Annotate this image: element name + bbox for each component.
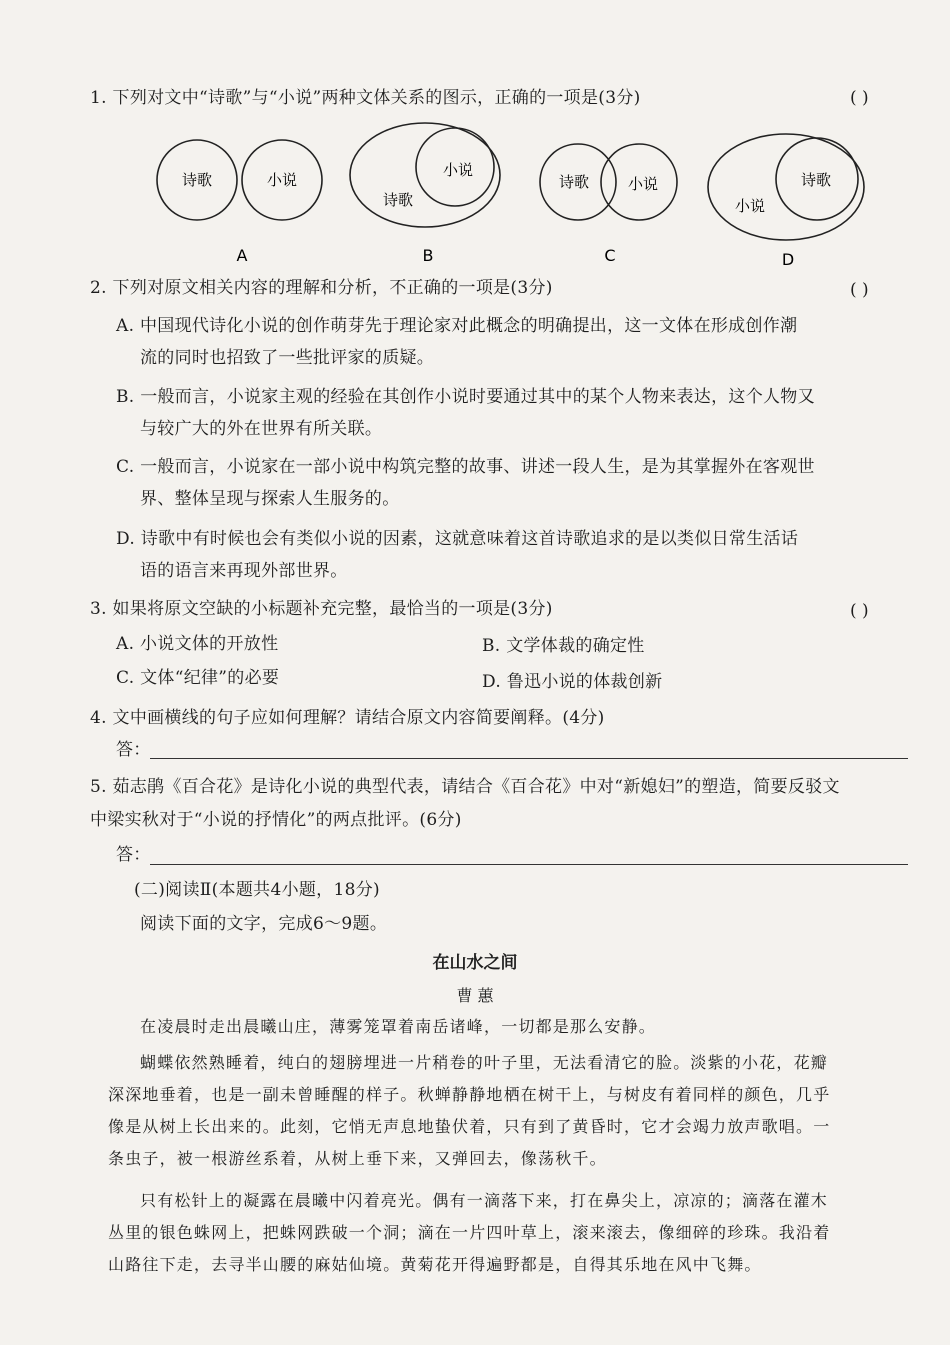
diagram-c bbox=[540, 144, 677, 265]
q2-option-c-line2: 界、整体呈现与探索人生服务的。 bbox=[140, 489, 400, 509]
article-title: 在山水之间 bbox=[432, 953, 518, 973]
q2-option-c-line1: C. 一般而言，小说家在一部小说中构筑完整的故事、讲述一段人生，是为其掌握外在客观世 bbox=[116, 457, 815, 477]
q2-option-d-line2: 语的语言来再现外部世界。 bbox=[140, 561, 348, 581]
q2-option-b-line1: B. 一般而言，小说家主观的经验在其创作小说时要通过其中的某个人物来表达，这个人物又 bbox=[116, 387, 815, 407]
diagram-b-label-2: 诗歌 bbox=[382, 191, 414, 209]
q5-answer-line[interactable] bbox=[150, 864, 908, 865]
q3-option-d: D. 鲁迅小说的体裁创新 bbox=[482, 672, 663, 692]
paragraph-2-line2: 深深地垂着，也是一副未曾睡醒的样子。秋蝉静静地栖在树干上，与树皮有着同样的颜色，几乎 bbox=[108, 1085, 831, 1104]
question-4: 4. 文中画横线的句子应如何理解？请结合原文内容简要阐释。(4分) bbox=[90, 708, 605, 728]
section-instruction: 阅读下面的文字，完成6～9题。 bbox=[140, 914, 388, 934]
q2-option-b-line2: 与较广大的外在世界有所关联。 bbox=[140, 419, 383, 439]
diagram-c-label-2: 小说 bbox=[627, 175, 659, 193]
answer-paren-2: ( ) bbox=[850, 280, 869, 300]
diagram-c-letter: C bbox=[604, 246, 616, 265]
diagram-a-letter: A bbox=[236, 246, 248, 265]
question-5-line1: 5. 茹志鹃《百合花》是诗化小说的典型代表，请结合《百合花》中对“新媳妇”的塑造，简要反驳文 bbox=[90, 777, 840, 797]
diagram-d-label-1: 诗歌 bbox=[800, 171, 832, 189]
q3-option-c: C. 文体“纪律”的必要 bbox=[116, 668, 280, 688]
diagram-c-label-1: 诗歌 bbox=[558, 173, 590, 191]
q5-answer-label: 答： bbox=[116, 845, 151, 865]
paragraph-1: 在凌晨时走出晨曦山庄，薄雾笼罩着南岳诸峰，一切都是那么安静。 bbox=[140, 1017, 657, 1036]
q2-option-a-line1: A. 中国现代诗化小说的创作萌芽先于理论家对此概念的明确提出，这一文体在形成创作潮 bbox=[116, 316, 798, 336]
diagram-b bbox=[350, 123, 500, 265]
answer-paren-1: ( ) bbox=[850, 88, 869, 108]
diagram-b-letter: B bbox=[422, 246, 434, 265]
q2-option-d-line1: D. 诗歌中有时候也会有类似小说的因素，这就意味着这首诗歌追求的是以类似日常生活话 bbox=[116, 529, 799, 549]
venn-diagrams bbox=[0, 115, 950, 275]
question-5-line2: 中梁实秋对于“小说的抒情化”的两点批评。(6分) bbox=[90, 810, 462, 830]
diagram-b-label-1: 小说 bbox=[442, 161, 474, 179]
diagram-a bbox=[157, 140, 322, 265]
paragraph-2-line4: 条虫子，被一根游丝系着，从树上垂下来，又弹回去，像荡秋千。 bbox=[108, 1149, 607, 1168]
q3-option-a: A. 小说文体的开放性 bbox=[116, 634, 279, 654]
q2-option-a-line2: 流的同时也招致了一些批评家的质疑。 bbox=[140, 348, 435, 368]
article-author: 曹 蕙 bbox=[456, 986, 494, 1005]
diagram-a-label-1: 诗歌 bbox=[181, 171, 213, 189]
diagram-a-label-2: 小说 bbox=[266, 171, 298, 189]
paragraph-3-line1: 只有松针上的凝露在晨曦中闪着亮光。偶有一滴落下来，打在鼻尖上，凉凉的；滴落在灌木 bbox=[140, 1191, 829, 1210]
question-1: 1. 下列对文中“诗歌”与“小说”两种文体关系的图示，正确的一项是(3分) bbox=[90, 88, 641, 108]
diagram-d bbox=[708, 134, 864, 269]
paragraph-3-line2: 丛里的银色蛛网上，把蛛网跌破一个洞；滴在一片四叶草上，滚来滚去，像细碎的珍珠。我沿着 bbox=[108, 1223, 831, 1242]
paragraph-2-line3: 像是从树上长出来的。此刻，它悄无声息地蛰伏着，只有到了黄昏时，它才会竭力放声歌唱。一 bbox=[108, 1117, 831, 1136]
q3-option-b: B. 文学体裁的确定性 bbox=[482, 636, 645, 656]
q4-answer-label: 答： bbox=[116, 740, 151, 760]
question-3: 3. 如果将原文空缺的小标题补充完整，最恰当的一项是(3分) bbox=[90, 599, 553, 619]
paragraph-2-line1: 蝴蝶依然熟睡着，纯白的翅膀埋进一片稍卷的叶子里，无法看清它的脸。淡紫的小花，花瓣 bbox=[140, 1053, 829, 1072]
answer-paren-3: ( ) bbox=[850, 601, 869, 621]
question-2: 2. 下列对原文相关内容的理解和分析，不正确的一项是(3分) bbox=[90, 278, 553, 298]
paragraph-3-line3: 山路往下走，去寻半山腰的麻姑仙境。黄菊花开得遍野都是，自得其乐地在风中飞舞。 bbox=[108, 1255, 762, 1274]
section-heading: (二)阅读Ⅱ(本题共4小题，18分) bbox=[134, 880, 380, 900]
diagram-d-letter: D bbox=[781, 250, 795, 269]
q4-answer-line[interactable] bbox=[150, 758, 908, 759]
diagram-d-label-2: 小说 bbox=[734, 197, 766, 215]
